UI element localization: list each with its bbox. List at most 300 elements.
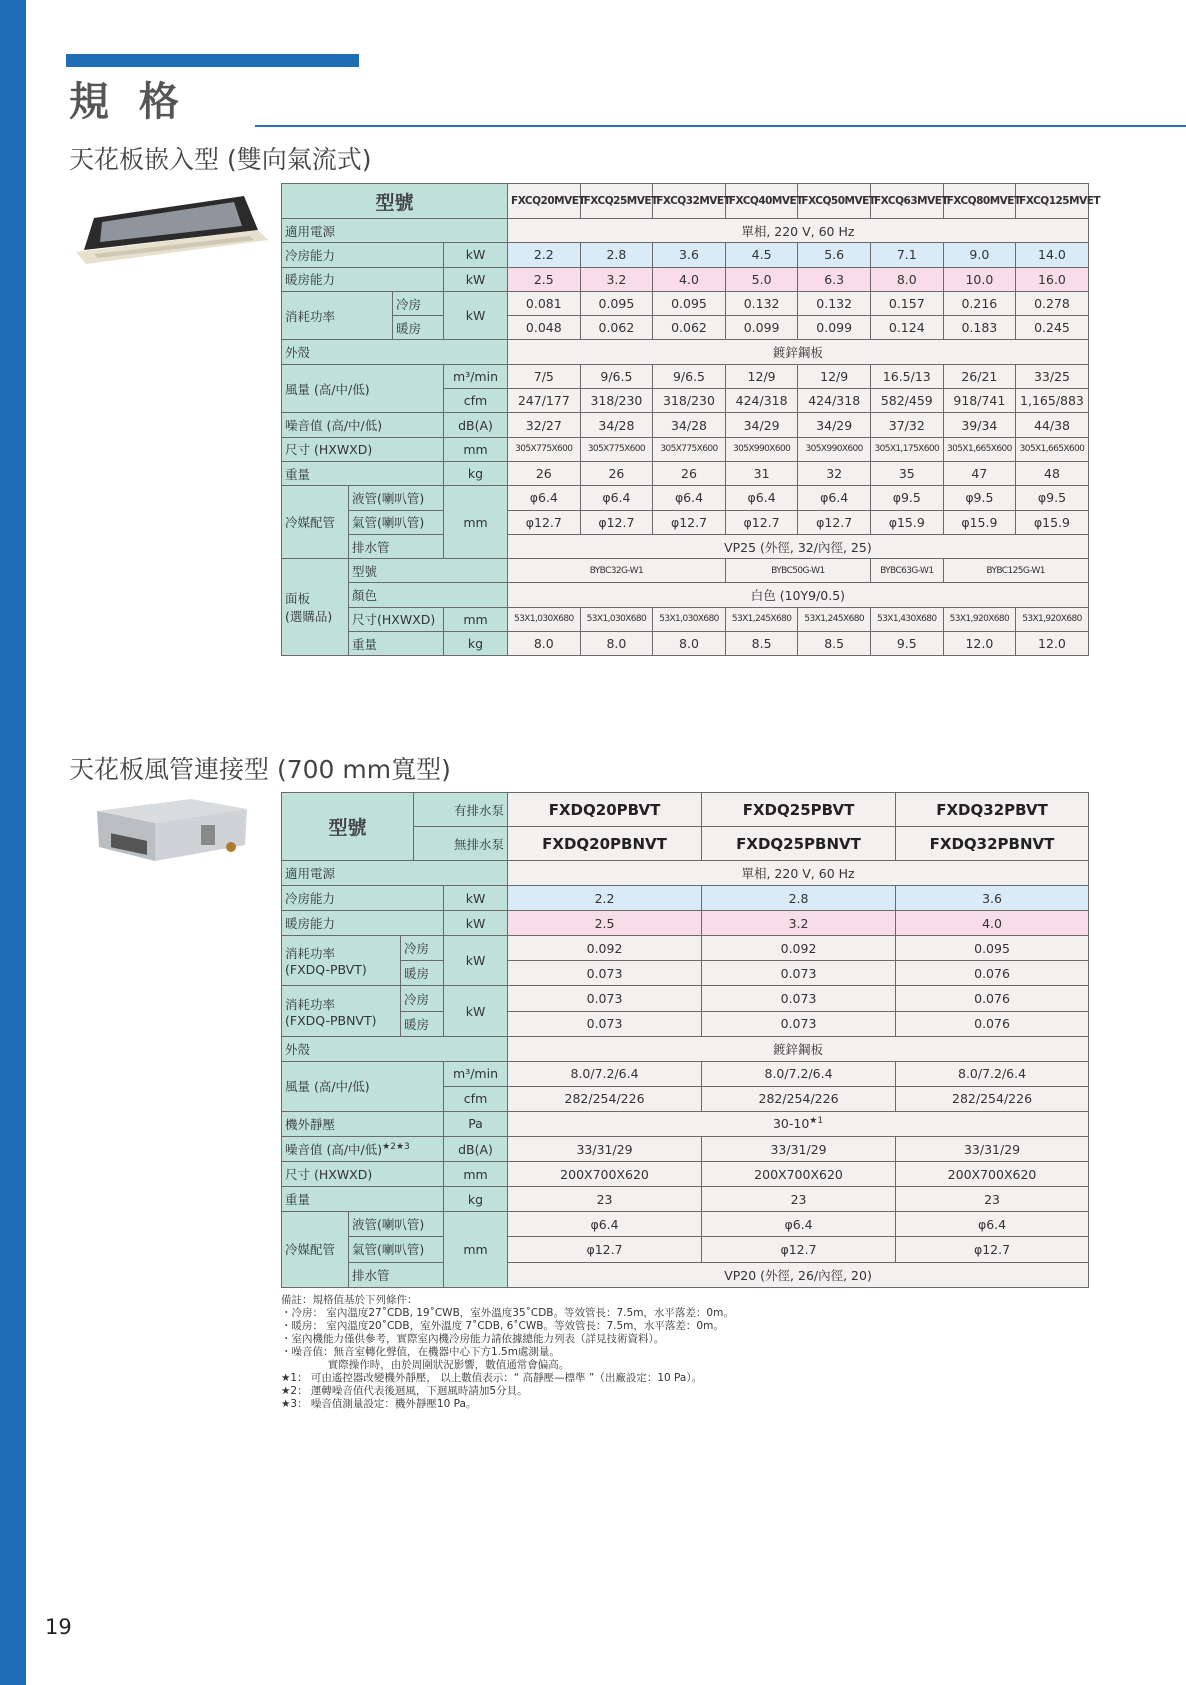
cell-text: 2.8 — [606, 247, 627, 263]
cell-text: 282/254/226 — [564, 1091, 645, 1107]
cell-text: 冷房 — [396, 296, 422, 312]
cell-text: kW — [465, 890, 486, 906]
cell-text: 型號 — [328, 817, 367, 839]
value-cell — [508, 1137, 702, 1162]
row-label — [282, 886, 444, 911]
cell-text: 0.099 — [743, 320, 780, 336]
cell-text: Pa — [468, 1116, 483, 1132]
cell-text: 消耗功率 (FXDQ-PBNVT) — [285, 996, 377, 1028]
cell-text: 8.0/7.2/6.4 — [764, 1066, 833, 1082]
table-row — [282, 316, 1089, 340]
value-cell — [702, 961, 896, 986]
cell-text: 0.092 — [780, 940, 817, 956]
value-cell — [508, 486, 581, 510]
cell-text: φ15.9 — [888, 514, 925, 530]
value-cell — [508, 1187, 702, 1212]
row-label — [349, 632, 444, 656]
value-cell — [1016, 486, 1089, 510]
row-label — [349, 1262, 444, 1287]
cell-text: 37/32 — [888, 417, 925, 433]
cell-text: 282/254/226 — [758, 1091, 839, 1107]
cell-text: kg — [467, 466, 484, 482]
cell-text: 單相, 220 V, 60 Hz — [741, 866, 855, 882]
cell-text: 面板 (選購品) — [285, 591, 333, 625]
value-cell — [580, 510, 653, 534]
cell-text: 0.062 — [598, 320, 635, 336]
cell-text: 冷媒配管 — [285, 515, 336, 531]
cell-text: 型號 — [375, 191, 414, 214]
unit-cell — [444, 389, 508, 413]
value-cell — [896, 1162, 1089, 1187]
cell-text: 53X1,245X680 — [731, 614, 792, 625]
cell-text: 318/230 — [590, 393, 643, 409]
footnote-marker: ★2★3 — [382, 1141, 410, 1152]
cell-text: φ12.7 — [780, 1241, 817, 1257]
cell-text: mm — [463, 611, 488, 627]
row-label — [414, 827, 508, 861]
cell-text: 582/459 — [880, 393, 933, 409]
value-cell — [896, 911, 1089, 936]
cell-text: 風量 (高/中/低) — [285, 381, 370, 397]
table-row — [282, 291, 1089, 315]
cell-text: 重量 — [285, 1192, 311, 1208]
cell-text: 適用電源 — [285, 866, 336, 882]
cell-text: 0.092 — [586, 940, 623, 956]
value-cell — [1016, 510, 1089, 534]
cell-text: 5.0 — [751, 271, 772, 287]
value-cell — [870, 632, 943, 656]
cell-text: 32/27 — [525, 417, 562, 433]
value-cell — [870, 267, 943, 291]
value-cell — [508, 534, 1089, 558]
value-cell — [580, 291, 653, 315]
value-cell — [1016, 364, 1089, 388]
cell-text: m³/min — [453, 1066, 499, 1082]
value-cell — [1016, 413, 1089, 437]
cell-text: 單相, 220 V, 60 Hz — [741, 223, 855, 239]
value-cell — [702, 1162, 896, 1187]
title-accent-bar — [66, 54, 359, 67]
table-row — [282, 1011, 1089, 1036]
cell-text: 318/230 — [663, 393, 715, 409]
cell-text: 53X1,030X680 — [659, 614, 719, 625]
cell-text: 外殼 — [285, 1041, 311, 1057]
row-label — [282, 861, 508, 886]
value-cell — [508, 911, 702, 936]
cell-text: 305X1,665X600 — [1019, 444, 1085, 455]
value-cell — [1016, 437, 1089, 461]
cell-text: FXDQ25PBNVT — [736, 834, 861, 853]
cell-text: 8.0 — [533, 636, 554, 652]
cell-text: FXDQ20PBNVT — [542, 834, 667, 853]
cell-text: 0.081 — [525, 296, 562, 312]
cell-text: kW — [465, 915, 486, 931]
cell-text: mm — [463, 441, 488, 457]
table-row — [282, 607, 1089, 631]
table-row — [282, 936, 1089, 961]
value-cell — [653, 413, 726, 437]
value-cell — [508, 243, 581, 267]
table-row — [282, 534, 1089, 558]
value-cell — [725, 486, 798, 510]
table-row — [282, 861, 1089, 886]
cell-text: 282/254/226 — [952, 1091, 1033, 1107]
cell-text: 16.5/13 — [882, 368, 931, 384]
cell-text: kW — [465, 953, 486, 969]
unit-cell — [444, 936, 508, 986]
value-cell — [798, 607, 871, 631]
cell-text: 噪音值 (高/中/低) — [285, 1142, 383, 1158]
value-cell — [508, 413, 581, 437]
value-cell — [508, 607, 581, 631]
value-cell — [653, 267, 726, 291]
value-cell — [508, 1036, 1089, 1061]
value-cell — [508, 364, 581, 388]
value-cell — [653, 607, 726, 631]
value-cell — [798, 291, 871, 315]
cell-text: 34/28 — [670, 417, 708, 433]
value-cell — [1016, 632, 1089, 656]
notes — [281, 1294, 734, 1411]
cell-text: 3.6 — [679, 247, 699, 263]
cell-text: 尺寸 (HXWXD) — [285, 442, 373, 458]
cell-text: FXDQ25PBVT — [742, 800, 855, 819]
unit-cell — [444, 1212, 508, 1287]
value-cell — [798, 461, 871, 485]
unit-cell — [444, 486, 508, 559]
cell-text: FXCQ80MVET — [946, 195, 1021, 207]
value-cell — [1016, 316, 1089, 340]
cell-text: 3.6 — [982, 890, 1002, 906]
cell-text: 2.2 — [533, 247, 554, 263]
cell-text: BYBC63G-W1 — [880, 565, 934, 576]
value-cell — [653, 510, 726, 534]
cell-text: 風量 (高/中/低) — [285, 1079, 370, 1095]
value-cell — [943, 461, 1016, 485]
value-cell — [896, 793, 1089, 827]
cell-text: 31 — [753, 466, 770, 482]
cell-text: 34/29 — [816, 417, 853, 433]
cell-text: 8.0 — [679, 636, 699, 652]
cell-text: 0.278 — [1034, 296, 1070, 312]
value-cell — [508, 340, 1089, 364]
cell-text: 暖房能力 — [285, 916, 336, 932]
value-cell — [702, 1137, 896, 1162]
cell-text: 型號 — [352, 563, 378, 579]
cell-text: 30-10 — [772, 1116, 810, 1132]
cell-text: 鍍鋅鋼板 — [772, 345, 823, 361]
cell-text: 冷房 — [404, 991, 430, 1007]
table-row — [282, 632, 1089, 656]
cell-text: FXDQ32PBNVT — [929, 834, 1055, 853]
cell-text: 424/318 — [735, 393, 788, 409]
table-row — [282, 461, 1089, 485]
value-cell — [725, 437, 798, 461]
value-cell — [896, 1187, 1089, 1212]
value-cell — [1016, 291, 1089, 315]
cell-text: φ12.7 — [973, 1241, 1011, 1257]
table-row — [282, 1111, 1089, 1136]
cell-text: 39/34 — [961, 417, 998, 433]
value-cell — [896, 827, 1089, 861]
cell-text: cfm — [463, 393, 488, 409]
value-cell — [653, 437, 726, 461]
note-line: ★3： 噪音值測量設定：機外靜壓10 Pa。 — [281, 1398, 477, 1410]
value-cell — [798, 510, 871, 534]
row-label — [401, 986, 444, 1011]
row-label — [282, 1162, 444, 1187]
cell-text: mm — [463, 1166, 488, 1182]
cell-text: 冷房 — [404, 941, 430, 957]
unit-cell — [444, 243, 508, 267]
value-cell — [508, 316, 581, 340]
cell-text: 無排水泵 — [454, 836, 505, 852]
cell-text: 44/38 — [1033, 417, 1070, 433]
value-cell — [896, 1061, 1089, 1086]
cell-text: 53X1,920X680 — [949, 614, 1010, 625]
value-cell — [580, 607, 653, 631]
value-cell — [943, 486, 1016, 510]
row-label — [349, 486, 444, 510]
cell-text: 2.8 — [788, 890, 809, 906]
cell-text: 液管(喇叭管) — [352, 490, 425, 506]
note-line: 實際操作時，由於周圍狀況影響，數值通常會偏高。 — [281, 1359, 570, 1371]
table-row — [282, 267, 1089, 291]
divider — [255, 125, 1186, 127]
table-row — [282, 911, 1089, 936]
cell-text: dB(A) — [458, 417, 493, 433]
cell-text: 排水管 — [352, 539, 390, 555]
cell-text: φ6.4 — [529, 490, 558, 506]
value-cell — [798, 316, 871, 340]
page-title: 規 格 — [69, 79, 187, 125]
cell-text: 0.073 — [780, 1016, 817, 1032]
cell-text: 0.216 — [961, 296, 998, 312]
value-cell — [653, 364, 726, 388]
section-title-duct: 天花板風管連接型 (700 mm寬型) — [69, 755, 451, 784]
cell-text: 305X1,665X600 — [947, 444, 1012, 455]
value-cell — [943, 389, 1016, 413]
cell-text: BYBC50G-W1 — [771, 565, 825, 576]
value-cell — [870, 364, 943, 388]
cell-text: kW — [465, 271, 486, 287]
cell-text: φ6.4 — [602, 490, 631, 506]
value-cell — [1016, 461, 1089, 485]
value-cell — [943, 184, 1021, 219]
value-cell — [702, 1061, 896, 1086]
note-line: ★1： 可由遙控器改變機外靜壓， 以上數值表示：“ 高靜壓—標準 ”（出廠設定：10 Pa）。 — [281, 1372, 703, 1384]
unit-cell — [444, 607, 508, 631]
value-cell — [508, 219, 1089, 243]
row-label — [349, 1212, 444, 1237]
cell-text: 0.132 — [743, 296, 780, 312]
value-cell — [725, 510, 798, 534]
value-cell — [943, 267, 1016, 291]
cell-text: 53X1,430X680 — [877, 614, 937, 625]
value-cell — [508, 510, 581, 534]
value-cell — [702, 986, 896, 1011]
cell-text: φ6.4 — [590, 1216, 619, 1232]
table-row — [282, 364, 1089, 388]
value-cell — [653, 243, 726, 267]
value-cell — [702, 1212, 896, 1237]
value-cell — [508, 389, 581, 413]
cassette-unit-image — [74, 190, 268, 266]
cell-text: kW — [465, 247, 486, 263]
cell-text: 23 — [790, 1191, 807, 1207]
cell-text: 4.0 — [982, 915, 1002, 931]
cell-text: 暖房 — [396, 320, 422, 336]
value-cell — [798, 437, 871, 461]
value-cell — [943, 243, 1016, 267]
cell-text: 12.0 — [1038, 636, 1066, 652]
value-cell — [725, 364, 798, 388]
value-cell — [725, 413, 798, 437]
row-label — [282, 219, 508, 243]
row-label — [393, 291, 444, 315]
cell-text: 0.062 — [671, 320, 707, 336]
cell-text: 有排水泵 — [454, 802, 505, 818]
value-cell — [943, 607, 1016, 631]
value-cell — [702, 1011, 896, 1036]
cell-text: 適用電源 — [285, 223, 336, 239]
value-cell — [896, 1137, 1089, 1162]
cell-text: 200X700X620 — [947, 1166, 1037, 1182]
cell-text: φ15.9 — [961, 514, 998, 530]
table-row — [282, 1262, 1089, 1287]
value-cell — [580, 243, 653, 267]
cell-text: 53X1,920X680 — [1022, 614, 1082, 625]
cell-text: 8.5 — [824, 636, 845, 652]
unit-cell — [444, 1086, 508, 1111]
row-label — [282, 559, 349, 656]
value-cell — [653, 486, 726, 510]
cell-text: 6.3 — [824, 271, 845, 287]
note-line: ・噪音值：無音室轉化聲值，在機器中心下方1.5m處測量。 — [281, 1346, 560, 1358]
cell-text: 34/29 — [743, 417, 780, 433]
row-label — [282, 340, 508, 364]
value-cell — [653, 632, 726, 656]
unit-cell — [444, 413, 508, 437]
cell-text: 0.095 — [671, 296, 707, 312]
value-cell — [653, 316, 726, 340]
value-cell — [943, 291, 1016, 315]
value-cell — [702, 1187, 896, 1212]
cell-text: 305X775X600 — [587, 444, 646, 455]
value-cell — [896, 1011, 1089, 1036]
note-line: 備註：規格值基於下列條件： — [281, 1294, 418, 1306]
value-cell — [508, 1162, 702, 1187]
value-cell — [702, 793, 896, 827]
cell-text: φ12.7 — [743, 514, 780, 530]
cell-text: 47 — [971, 466, 988, 482]
cell-text: VP25 (外徑, 32/內徑, 25) — [724, 539, 872, 555]
value-cell — [653, 389, 726, 413]
table-row — [282, 1036, 1089, 1061]
cell-text: φ6.4 — [747, 490, 776, 506]
value-cell — [896, 886, 1089, 911]
cell-text: 氣管(喇叭管) — [352, 515, 425, 531]
table-row — [282, 1061, 1089, 1086]
unit-cell — [444, 1187, 508, 1212]
cell-text: 外殼 — [285, 345, 311, 361]
table-row — [282, 559, 1089, 583]
value-cell — [508, 1262, 1089, 1287]
cell-text: FXCQ20MVET — [511, 195, 586, 207]
table-row — [282, 340, 1089, 364]
cell-text: 26/21 — [961, 368, 998, 384]
cell-text: 0.132 — [816, 296, 853, 312]
value-cell — [896, 961, 1089, 986]
footnote-marker: ★1 — [809, 1116, 824, 1127]
value-cell — [943, 559, 1088, 583]
value-cell — [1016, 389, 1089, 413]
table-row — [282, 486, 1089, 510]
row-label — [393, 316, 444, 340]
note-line: ・室內機能力僅供參考，實際室內機冷房能力請依據總能力列表（詳見技術資料）。 — [281, 1333, 665, 1345]
row-label — [282, 364, 444, 413]
cell-text: 34/28 — [598, 417, 635, 433]
cell-text: 23 — [984, 1191, 1000, 1207]
table-row — [282, 510, 1089, 534]
table-row — [282, 1212, 1089, 1237]
cell-text: φ6.4 — [674, 490, 704, 506]
value-cell — [508, 1086, 702, 1111]
unit-cell — [444, 364, 508, 388]
cell-text: mm — [463, 1241, 488, 1257]
cell-text: φ12.7 — [525, 514, 562, 530]
value-cell — [943, 316, 1016, 340]
value-cell — [653, 291, 726, 315]
table-row — [282, 986, 1089, 1011]
unit-cell — [444, 461, 508, 485]
row-label — [282, 1111, 444, 1136]
cell-text: 尺寸(HXWXD) — [352, 612, 436, 628]
value-cell — [870, 607, 943, 631]
cell-text: 9/6.5 — [672, 368, 706, 384]
cell-text: 4.0 — [679, 271, 699, 287]
row-label — [401, 1011, 444, 1036]
cell-text: 2.2 — [594, 890, 615, 906]
table-row — [282, 886, 1089, 911]
value-cell — [798, 243, 871, 267]
cell-text: 0.073 — [780, 965, 817, 981]
row-label — [282, 1137, 444, 1162]
cell-text: 16.0 — [1038, 271, 1066, 287]
cell-text: 48 — [1044, 466, 1060, 482]
row-label — [349, 510, 444, 534]
cell-text: 9.0 — [969, 247, 990, 263]
row-label — [282, 461, 444, 485]
cell-text: 23 — [596, 1191, 613, 1207]
cell-text: φ12.7 — [816, 514, 853, 530]
value-cell — [870, 291, 943, 315]
value-cell — [725, 291, 798, 315]
value-cell — [798, 486, 871, 510]
cell-text: 2.5 — [594, 915, 615, 931]
cell-text: 14.0 — [1038, 247, 1066, 263]
value-cell — [798, 364, 871, 388]
cell-text: 26 — [681, 466, 697, 482]
cell-text: FXCQ40MVET — [728, 195, 803, 207]
value-cell — [508, 1011, 702, 1036]
value-cell — [725, 243, 798, 267]
value-cell — [702, 886, 896, 911]
row-label — [282, 243, 444, 267]
unit-cell — [444, 437, 508, 461]
unit-cell — [444, 911, 508, 936]
row-label — [282, 936, 401, 986]
